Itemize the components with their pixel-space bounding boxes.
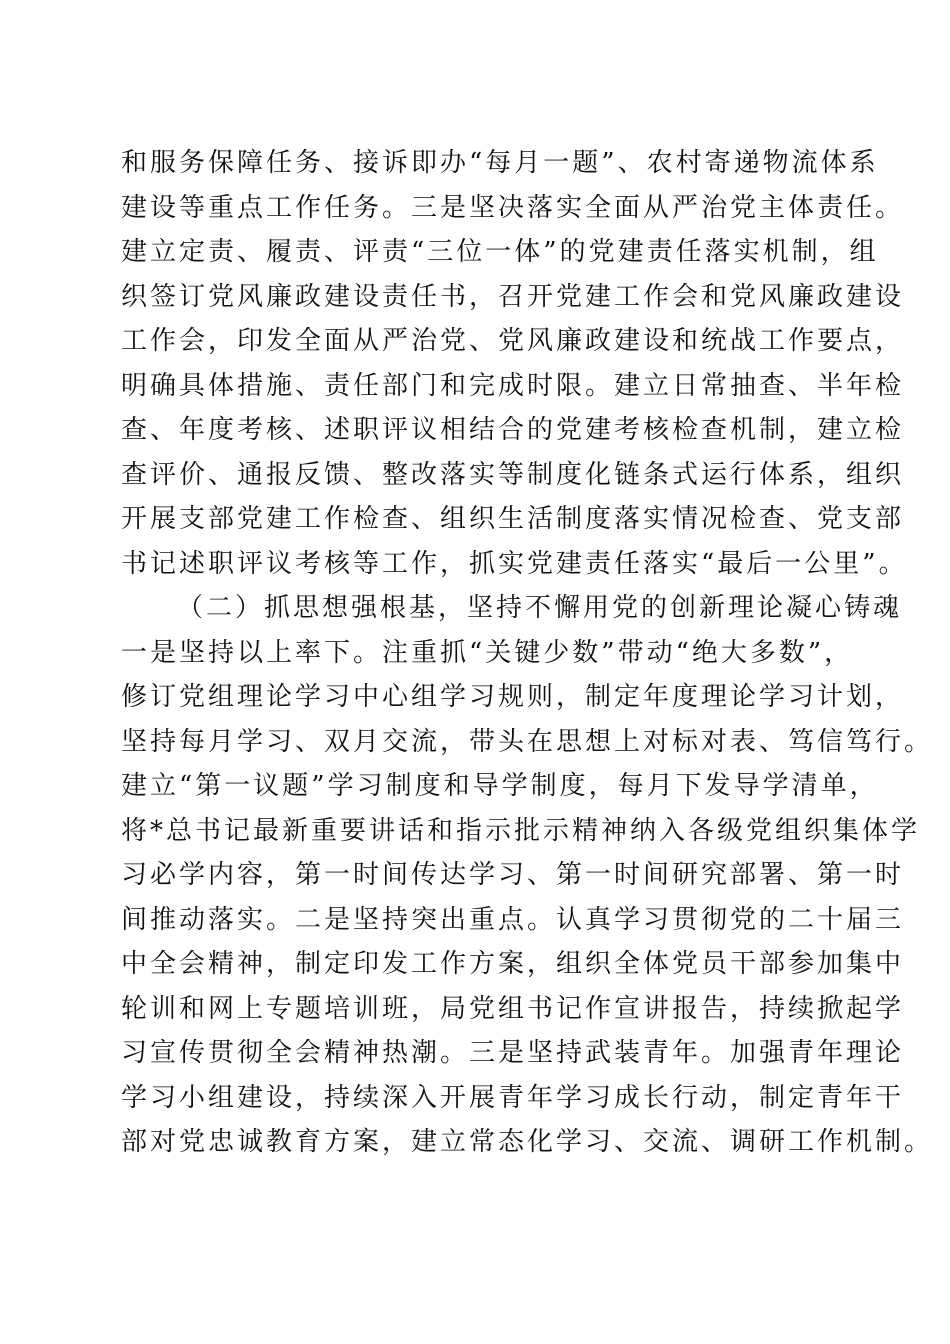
text-line: 查、年度考核、述职评议相结合的党建考核检查机制，建立检 xyxy=(121,415,905,445)
text-line: 间推动落实。二是坚持突出重点。认真学习贯彻党的二十届三 xyxy=(121,904,905,935)
text-line: 学习小组建设，持续深入开展青年学习成长行动，制定青年干 xyxy=(121,1082,905,1113)
text-line: 坚持每月学习、双月交流，带头在思想上对标对表、笃信笃行。 xyxy=(121,726,934,757)
text-line: 查评价、通报反馈、整改落实等制度化链条式运行体系，组织 xyxy=(121,459,905,490)
text-line: 开展支部党建工作检查、组织生活制度落实情况检查、党支部 xyxy=(121,504,905,534)
text-line: 部对党忠诚教育方案，建立常态化学习、交流、调研工作机制。 xyxy=(121,1127,934,1157)
text-line: 建立定责、履责、评责“三位一体”的党建责任落实机制，组 xyxy=(121,237,879,267)
text-line: 将*总书记最新重要讲话和指示批示精神纳入各级党组织集体学 xyxy=(121,815,921,846)
text-line: 工作会，印发全面从严治党、党风廉政建设和统战工作要点， xyxy=(121,326,905,356)
text-line: 轮训和网上专题培训班，局党组书记作宣讲报告，持续掀起学 xyxy=(121,993,905,1024)
text-line: 书记述职评议考核等工作，抓实党建责任落实“最后一公里”。 xyxy=(121,548,908,579)
text-line: 建立“第一议题”学习制度和导学制度，每月下发导学清单， xyxy=(121,771,879,801)
text-line: 和服务保障任务、接诉即办“每月一题”、农村寄递物流体系 xyxy=(121,148,879,178)
text-line: 明确具体措施、责任部门和完成时限。建立日常抽查、半年检 xyxy=(121,370,905,401)
section-heading: （二）抓思想强根基，坚持不懈用党的创新理论凝心铸魂 xyxy=(177,593,903,623)
text-line: 修订党组理论学习中心组学习规则，制定年度理论学习计划， xyxy=(121,682,905,712)
text-line: 建设等重点工作任务。三是坚决落实全面从严治党主体责任。 xyxy=(121,192,905,223)
text-line: 习宣传贯彻全会精神热潮。三是坚持武装青年。加强青年理论 xyxy=(121,1038,905,1068)
text-line: 一是坚持以上率下。注重抓“关键少数”带动“绝大多数”， xyxy=(121,637,854,668)
text-line: 习必学内容，第一时间传达学习、第一时间研究部署、第一时 xyxy=(121,860,905,890)
text-line: 织签订党风廉政建设责任书，召开党建工作会和党风廉政建设 xyxy=(121,281,905,312)
text-line: 中全会精神，制定印发工作方案，组织全体党员干部参加集中 xyxy=(121,949,905,979)
body-text xyxy=(121,141,934,1165)
